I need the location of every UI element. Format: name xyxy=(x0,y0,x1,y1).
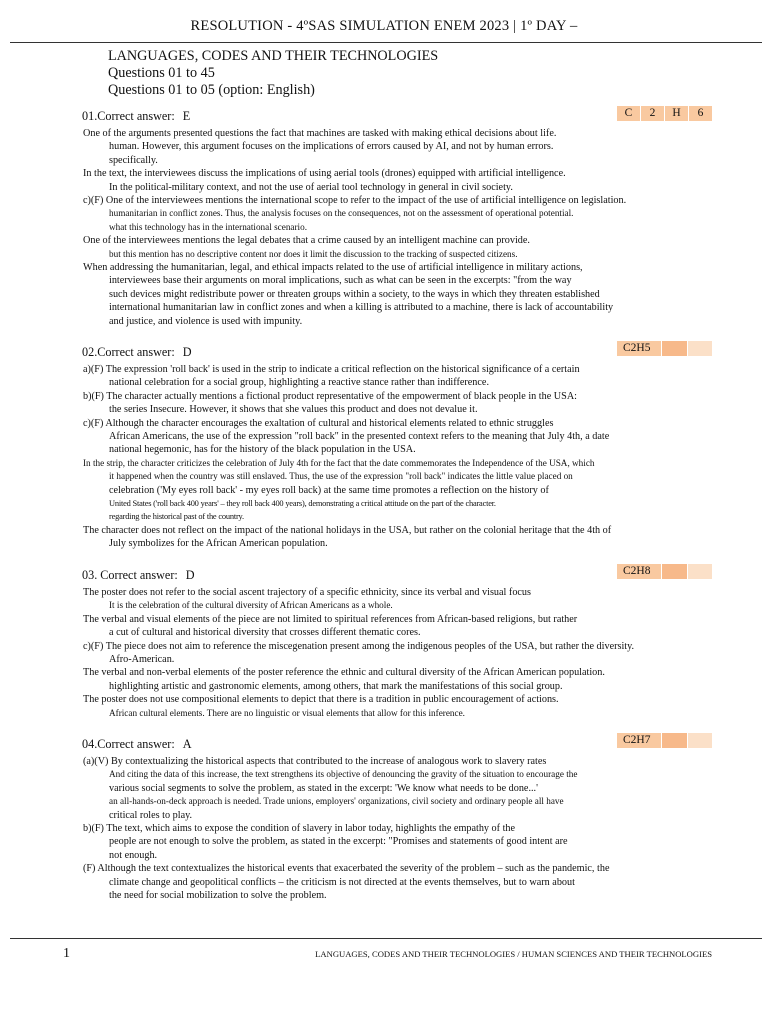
question-01-skill-badge xyxy=(617,106,712,121)
page-number: 1 xyxy=(63,946,70,961)
text-line: human. However, this argument focuses on the implications of errors caused by AI, and not by human errors. xyxy=(109,141,554,153)
text-line: a cut of cultural and historical diversity that crosses different thematic cores. xyxy=(109,627,421,639)
text-line: b)(F) The text, which aims to expose the condition of slavery in labor today, highlights the empathy of the xyxy=(83,823,516,835)
question-01-label: 01.Correct answer: xyxy=(82,109,175,123)
text-line: national hegemonic, has for the history of the black population in the USA. xyxy=(109,444,416,456)
text-line: It is the celebration of the cultural diversity of African Americans as a whole. xyxy=(109,600,393,611)
text-line: it happened when the country was still enslaved. Thus, the use of the expression "roll back" indicates the little value placed on xyxy=(109,471,573,482)
text-line: African cultural elements. There are no linguistic or visual elements that allow for this inference. xyxy=(109,707,465,718)
question-01-explanation xyxy=(83,127,713,328)
question-03-title xyxy=(82,568,195,583)
text-line: The poster does not use compositional elements to depict that there is a tradition in public encouragement of actions. xyxy=(83,694,559,706)
question-03-answer: D xyxy=(185,568,195,582)
question-04-label: 04.Correct answer: xyxy=(82,737,175,751)
text-line: The character does not reflect on the impact of the national holidays in the USA, but rather on the colonial heritage that the 4th of xyxy=(83,524,612,536)
text-line: African Americans, the use of the expression "roll back" in the presented context refers to the meaning that July 4th, a date xyxy=(109,431,610,443)
question-03-explanation xyxy=(83,586,713,720)
text-line: international humanitarian law in conflict zones and when a killing is attributed to a machine, there is lack of accountability xyxy=(109,302,614,314)
text-line: various social segments to solve the problem, as stated in the excerpt: 'We know what needs to be done...' xyxy=(109,782,538,794)
header-divider xyxy=(10,42,762,43)
text-line: what this technology has in the international scenario. xyxy=(109,221,307,232)
text-line: And citing the data of this increase, the text strengthens its objective of denouncing the gravity of the situation to encourage the xyxy=(109,769,578,780)
question-04-answer: A xyxy=(182,737,192,751)
skill-badge-cell: 2 xyxy=(641,106,665,121)
skill-badge-fill xyxy=(687,733,712,748)
question-04-explanation xyxy=(83,755,713,902)
text-line: such devices might redistribute power or threaten groups within a society, to the ways in which they threaten established xyxy=(109,288,600,300)
text-line: critical roles to play. xyxy=(109,809,193,821)
question-02-answer: D xyxy=(182,345,192,359)
text-line: (a)(V) By contextualizing the historical aspects that contributed to the increase of analogous work to slavery rates xyxy=(83,756,547,767)
section-title: LANGUAGES, CODES AND THEIR TECHNOLOGIES xyxy=(108,48,439,64)
text-line: national celebration for a social group, highlighting a reactive stance rather than indifference. xyxy=(109,377,489,389)
question-02-label: 02.Correct answer: xyxy=(82,345,175,359)
text-line: the need for social mobilization to solve the problem. xyxy=(109,890,327,902)
footer-divider xyxy=(10,938,762,939)
question-02-explanation xyxy=(83,363,713,551)
question-03-label: 03. Correct answer: xyxy=(82,568,178,582)
text-line: the series Insecure. However, it shows that she values this product and does not devalue it. xyxy=(109,404,478,416)
text-line: an all-hands-on-deck approach is needed. Trade unions, employers' organizations, civil society and ordinary people all have xyxy=(109,796,564,807)
question-03-skill-badge xyxy=(617,564,712,579)
text-line: c)(F) One of the interviewees mentions the international scope to refer to the impact of the use of artificial intelligence on legislation. xyxy=(83,195,627,207)
text-line: b)(F) The character actually mentions a fictional product representative of the empowerment of black people in the USA: xyxy=(83,390,578,402)
skill-badge-fill xyxy=(661,341,686,356)
text-line: The verbal and visual elements of the piece are not limited to spiritual references from African-based religions, but rather xyxy=(83,613,578,625)
question-02-title xyxy=(82,345,192,360)
skill-badge-cell: H xyxy=(665,106,689,121)
question-01-title xyxy=(82,109,190,124)
text-line: July symbolizes for the African American population. xyxy=(109,538,328,550)
text-line: Afro-American. xyxy=(109,654,175,666)
section-option: Questions 01 to 05 (option: English) xyxy=(108,82,315,98)
text-line: interviewees base their arguments on moral implications, such as what can be seen in the excerpts: "from the way xyxy=(109,275,572,287)
text-line: not enough. xyxy=(109,849,158,861)
text-line: The poster does not refer to the social ascent trajectory of a specific ethnicity, since its verbal and visual focus xyxy=(83,587,531,598)
text-line: In the strip, the character criticizes the celebration of July 4th for the fact that the date commemorates the Independence of the USA, which xyxy=(83,457,595,468)
text-line: humanitarian in conflict zones. Thus, the analysis focuses on the consequences, not on the assessment of operational potential. xyxy=(109,208,574,219)
skill-badge-fill xyxy=(687,341,712,356)
text-line: celebration ('My eyes roll back' - my eyes roll back) at the same time promotes a reflection on the history of xyxy=(109,484,549,496)
text-line: specifically. xyxy=(109,154,158,166)
skill-badge-cell: 6 xyxy=(689,106,712,121)
text-line: climate change and geopolitical conflicts – the criticism is not directed at the events themselves, but to warn about xyxy=(109,876,575,888)
text-line: When addressing the humanitarian, legal, and ethical impacts related to the use of artificial intelligence in military actions, xyxy=(83,262,583,274)
question-01-answer: E xyxy=(182,109,191,123)
text-line: and justice, and violence is used with impunity. xyxy=(109,315,303,327)
text-line: One of the interviewees mentions the legal debates that a crime caused by an intelligent machine can provide. xyxy=(83,235,530,247)
text-line: One of the arguments presented questions the fact that machines are tasked with making ethical decisions about life. xyxy=(83,128,557,139)
text-line: a)(F) The expression 'roll back' is used in the strip to indicate a critical reflection on the historical significance of a certain xyxy=(83,364,580,375)
question-04-title xyxy=(82,737,192,752)
text-line: (F) Although the text contextualizes the historical events that exacerbated the severity of the problem – such as the pandemic, the xyxy=(83,863,610,875)
text-line: but this mention has no descriptive content nor does it limit the discussion to the tracking of suspected citizens. xyxy=(109,248,518,259)
skill-badge-fill xyxy=(661,564,686,579)
skill-badge-label: C2H7 xyxy=(617,733,661,748)
question-04-skill-badge xyxy=(617,733,712,748)
skill-badge-label: C2H5 xyxy=(617,341,661,356)
text-line: regarding the historical past of the country. xyxy=(109,512,244,522)
text-line: United States ('roll back 400 years' – they roll back 400 years), demonstrating a critical attitude on the part of the character. xyxy=(109,499,496,509)
footer-subject: LANGUAGES, CODES AND THEIR TECHNOLOGIES / HUMAN SCIENCES AND THEIR TECHNOLOGIES xyxy=(315,949,712,959)
text-line: In the text, the interviewees discuss the implications of using aerial tools (drones) equipped with artificial intelligence. xyxy=(83,168,566,180)
text-line: highlighting artistic and gastronomic elements, among others, that mark the manifestations of this social group. xyxy=(109,680,563,692)
skill-badge-cell: C xyxy=(617,106,641,121)
skill-badge-label: C2H8 xyxy=(617,564,661,579)
page-header-title: RESOLUTION - 4ºSAS SIMULATION ENEM 2023 | 1º DAY – xyxy=(190,18,578,34)
skill-badge-fill xyxy=(687,564,712,579)
text-line: In the political-military context, and not the use of aerial tool technology in general in civil society. xyxy=(109,181,513,193)
skill-badge-fill xyxy=(661,733,686,748)
text-line: The verbal and non-verbal elements of the poster reference the ethnic and cultural diversity of the African American population. xyxy=(83,667,605,679)
text-line: people are not enough to solve the problem, as stated in the excerpt: "Promises and statements of good intent are xyxy=(109,836,568,848)
section-range: Questions 01 to 45 xyxy=(108,65,215,81)
text-line: c)(F) The piece does not aim to reference the miscegenation present among the indigenous peoples of the USA, but rather the diversity. xyxy=(83,640,635,652)
section-heading xyxy=(108,48,438,99)
question-02-skill-badge xyxy=(617,341,712,356)
text-line: c)(F) Although the character encourages the exaltation of cultural and historical elements related to ethnic struggles xyxy=(83,417,554,429)
